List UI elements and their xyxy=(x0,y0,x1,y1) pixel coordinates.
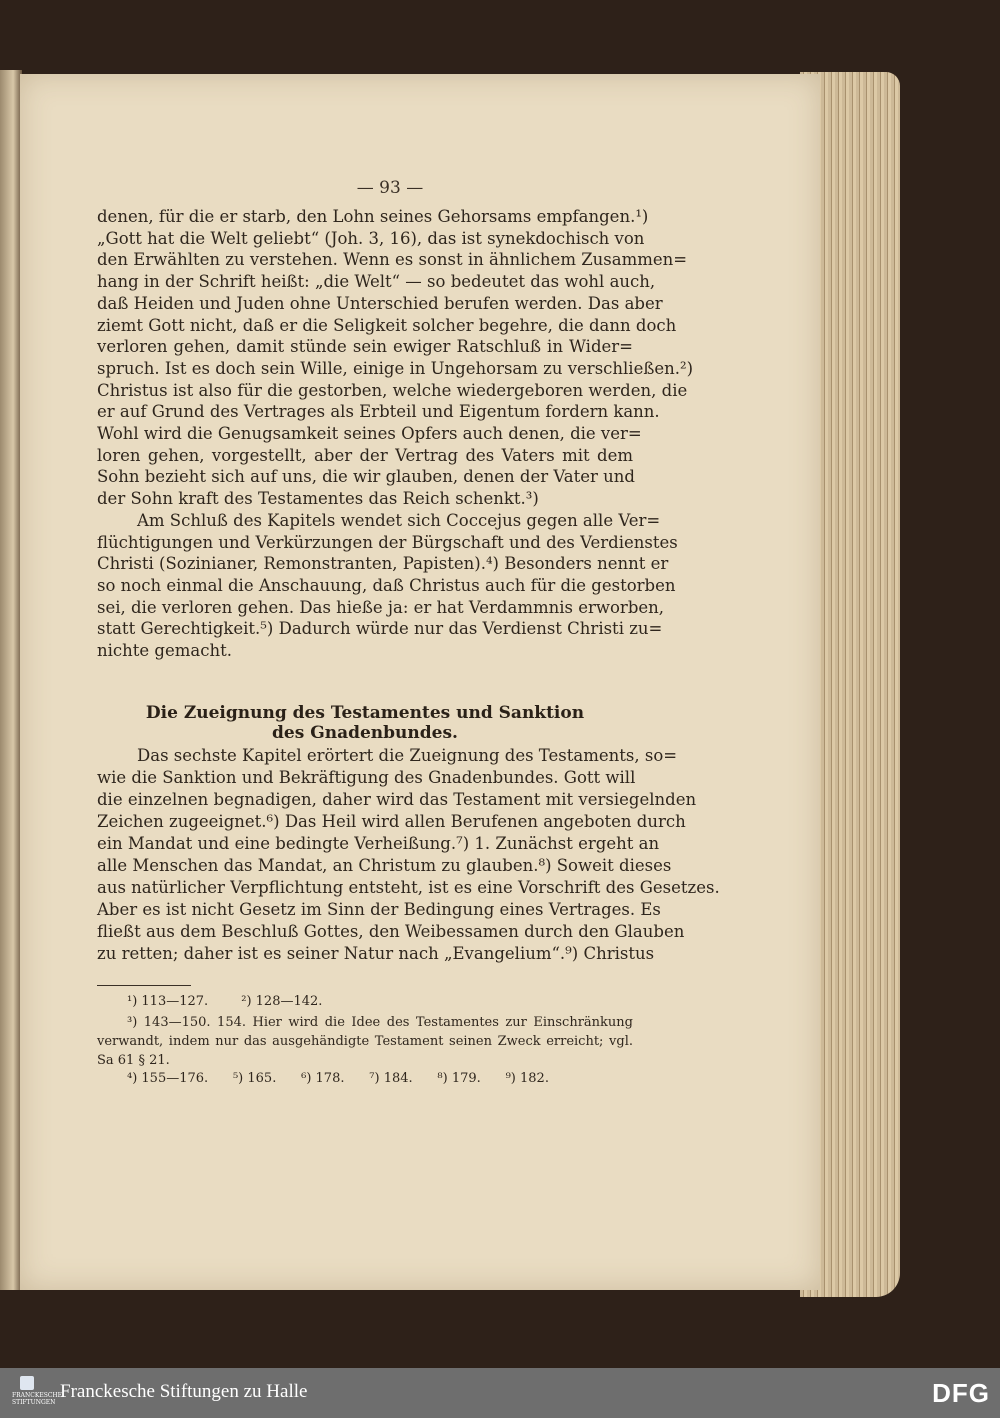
footnote-divider xyxy=(97,985,191,986)
text-line: fließt aus dem Beschluß Gottes, den Weibessamen durch den Glauben xyxy=(97,922,685,941)
text-line: Am Schluß des Kapitels wendet sich Coccejus gegen alle Ver= xyxy=(137,510,661,530)
text-line: sei, die verloren gehen. Das hieße ja: er hat Verdammnis erworben, xyxy=(97,597,665,617)
text-line: Aber es ist nicht Gesetz im Sinn der Bedingung eines Vertrages. Es xyxy=(97,900,661,919)
text-line: Christi (Sozinianer, Remonstranten, Papisten).⁴) Besonders nennt er xyxy=(97,554,669,574)
text-line: alle Menschen das Mandat, an Christum zu glauben.⁸) Soweit dieses xyxy=(97,856,672,875)
text-line: Wohl wird die Genugsamkeit seines Opfers auch denen, die ver= xyxy=(97,424,642,443)
text-line: Zeichen zugeeignet.⁶) Das Heil wird allen Berufenen angeboten durch xyxy=(97,812,686,831)
institution-name: Franckesche Stiftungen zu Halle xyxy=(60,1381,308,1402)
text-line: er auf Grund des Vertrages als Erbteil und Eigentum fordern kann. xyxy=(97,402,660,422)
text-line: denen, für die er starb, den Lohn seines Gehorsams empfangen.¹) xyxy=(97,207,649,226)
footnote: ¹) 113—127. ²) 128—142. xyxy=(127,994,323,1009)
footnote: ³) 143—150. 154. Hier wird die Idee des Testamentes zur Einschränkung xyxy=(127,1015,633,1030)
page-number: — 93 — xyxy=(356,178,424,198)
section-heading: des Gnadenbundes. xyxy=(272,723,458,743)
footnote: ⁴) 155—176. ⁵) 165. ⁶) 178. ⁷) 184. ⁸) 179. ⁹) 182. xyxy=(127,1071,549,1086)
text-line: „Gott hat die Welt geliebt“ (Joh. 3, 16), das ist synekdochisch von xyxy=(97,228,645,248)
text-line: spruch. Ist es doch sein Wille, einige in Ungehorsam zu verschließen.²) xyxy=(97,358,694,378)
text-line: ein Mandat und eine bedingte Verheißung.⁷) 1. Zunächst ergeht an xyxy=(97,834,660,853)
section-heading: Die Zueignung des Testamentes und Sanktion xyxy=(145,703,585,723)
text-line: Sohn bezieht sich auf uns, die wir glauben, denen der Vater und xyxy=(97,467,635,487)
text-line: Christus ist also für die gestorben, welche wiedergeboren werden, die xyxy=(97,380,688,400)
text-line: ziemt Gott nicht, daß er die Seligkeit solcher begehre, die dann doch xyxy=(97,315,677,335)
text-line: der Sohn kraft des Testamentes das Reich schenkt.³) xyxy=(97,489,539,509)
text-line: wie die Sanktion und Bekräftigung des Gnadenbundes. Gott will xyxy=(97,768,636,787)
text-line: verloren gehen, damit stünde sein ewiger Ratschluß in Wider= xyxy=(97,337,633,357)
text-line: aus natürlicher Verpflichtung entsteht, ist es eine Vorschrift des Gesetzes. xyxy=(97,878,720,897)
text-line: die einzelnen begnadigen, daher wird das Testament mit versiegelnden xyxy=(97,790,697,809)
text-line: statt Gerechtigkeit.⁵) Dadurch würde nur das Verdienst Christi zu= xyxy=(97,619,663,639)
footer-bar xyxy=(0,1368,1000,1418)
text-line: daß Heiden und Juden ohne Unterschied berufen werden. Das aber xyxy=(97,293,663,313)
text-line: zu retten; daher ist es seiner Natur nach „Evangelium“.⁹) Christus xyxy=(97,944,655,963)
footnote: Sa 61 § 21. xyxy=(97,1053,170,1068)
text-line: loren gehen, vorgestellt, aber der Vertrag des Vaters mit dem xyxy=(97,445,633,465)
text-line: hang in der Schrift heißt: „die Welt“ — so bedeutet das wohl auch, xyxy=(97,272,656,292)
left-page-edge xyxy=(0,70,22,1290)
building-icon xyxy=(20,1376,34,1390)
text-line: den Erwählten zu verstehen. Wenn es sonst in ähnlichem Zusammen= xyxy=(97,250,688,270)
text-line: flüchtigungen und Verkürzungen der Bürgschaft und des Verdienstes xyxy=(97,532,678,552)
footnote: verwandt, indem nur das ausgehändigte Testament seinen Zweck erreicht; vgl. xyxy=(97,1034,633,1049)
institution-logo: FRANCKESCHE STIFTUNGEN xyxy=(12,1376,42,1410)
text-line: nichte gemacht. xyxy=(97,641,232,660)
dfg-logo: DFG xyxy=(932,1378,990,1408)
text-line: so noch einmal die Anschauung, daß Christus auch für die gestorben xyxy=(97,575,676,595)
text-line: Das sechste Kapitel erörtert die Zueignung des Testaments, so= xyxy=(137,746,678,765)
